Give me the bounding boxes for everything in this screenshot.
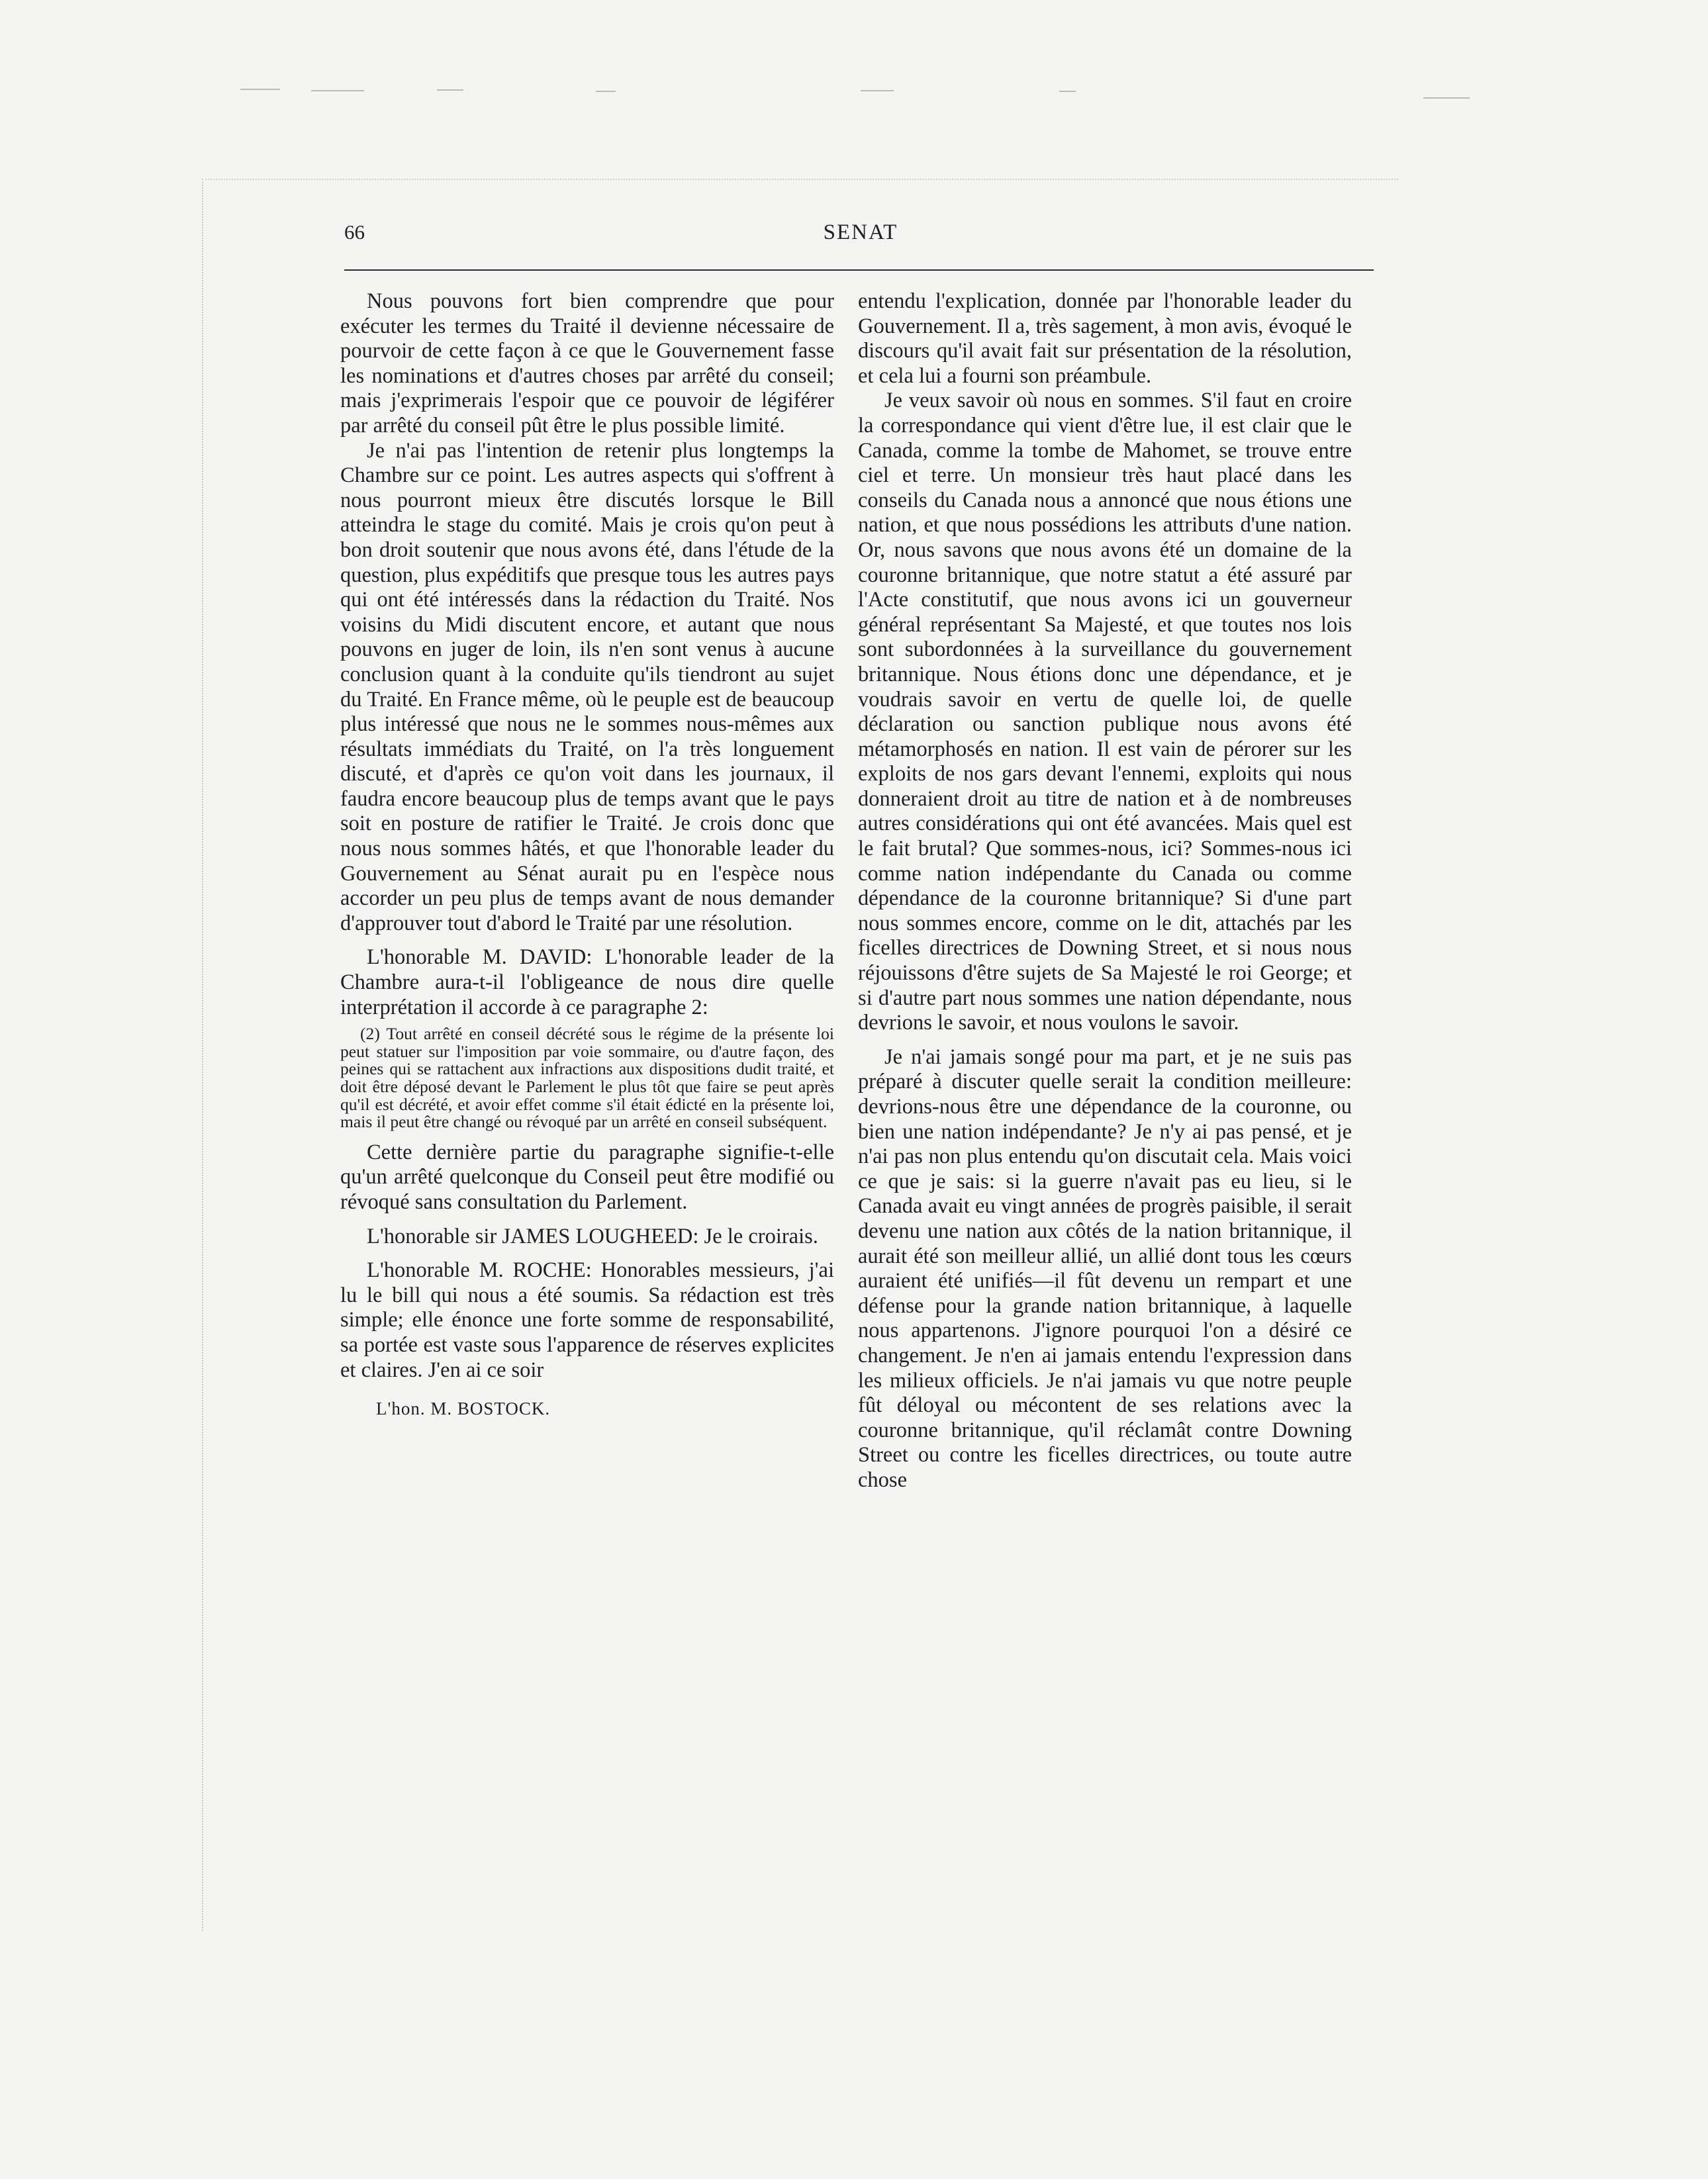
scan-mark [311,90,364,91]
paragraph: L'honorable sir JAMES LOUGHEED: Je le croirais. [367,1224,818,1248]
quoted-paragraph: (2) Tout arrêté en conseil décrété sous le régime de la présente loi peut statuer sur l'imposition par voie sommaire, ou d'autre façon, des peines qui se rattachent aux infractions aux dispositions dudit traité, et doit être déposé devant le Parlement le plus tôt que faire se peut après qu'il est décrété, et avoir effet comme s'il était édicté en la présente loi, mais il peut être changé ou révoqué par un arrêté en conseil subséquent. [340,1024,834,1132]
paragraph: Je n'ai jamais songé pour ma part, et je ne suis pas préparé à discuter quelle serait la condition meilleure: devrions-nous être une dépendance de la couronne, ou bien une nation indépendante? Je n'y ai pas pensé, et je n'ai pas non plus entendu qu'on discutait cela. Mais voici ce que je sais: si la guerre n'avait pas eu lieu, si le Canada avait eu vingt années de progrès paisible, il serait devenu une nation aux côtés de la nation britannique, il aurait été son meilleur allié, un allié dont tous les cœurs auraient été unifiés—il fût devenu un rempart et une défense pour la grande nation britannique, à laquelle nous appartenons. J'ignore pourquoi l'on a désiré ce changement. Je n'en ai jamais entendu l'expression dans les milieux officiels. Je n'ai jamais vu que notre peuple fût déloyal ou mécontent de ses relations avec la couronne britannique, qu'il réclamât contre Downing Street ou contre les ficelles directrices, ou toute autre chose [858,1044,1352,1492]
paragraph: Je veux savoir où nous en sommes. S'il faut en croire la correspondance qui vient d'être lue, il est clair que le Canada, comme la tombe de Mahomet, se trouve entre ciel et terre. Un monsieur très haut placé dans les conseils du Canada nous a annoncé que nous étions une nation, et que nous possédions les attributs d'une nation. Or, nous savons que nous avons été un domaine de la couronne britannique, que notre statut a été assuré par l'Acte constitutif, que nous avons ici un gouverneur général représentant Sa Majesté, et que toutes nos lois sont subordonnées à la surveillance du gouvernement britannique. Nous étions donc une dépendance, et je voudrais savoir en vertu de quelle loi, de quelle déclaration ou sanction publique nous avons été métamorphosés en nation. Il est vain de pérorer sur les exploits de nos gars devant l'ennemi, exploits qui nous donneraient droit au titre de nation et à de nombreuses autres considérations qui ont été avancées. Mais quel est le fait brutal? Que sommes-nous, ici? Sommes-nous ici comme nation indépendante du Canada ou comme dépendance de la couronne britannique? Si d'une part nous sommes encore, comme on le dit, attachés par les ficelles directrices de Downing Street, et si nous nous réjouissons d'être sujets de Sa Majesté le roi George; et si d'autre part nous sommes une nation dépendante, nous devrions le savoir, et nous voulons le savoir. [858,389,1352,1035]
right-column [858,289,1352,1493]
paragraph: Nous pouvons fort bien comprendre que pour exécuter les termes du Traité il devienne nécessaire de pourvoir de cette façon à ce que le Gouvernement fasse les nominations et d'autres choses par arrêté du conseil; mais j'exprimerais l'espoir que ce pouvoir de légiférer par arrêté du conseil pût être le plus possible limité. [340,289,834,438]
scan-mark [1059,91,1076,92]
left-column [340,289,834,1383]
paragraph: Je n'ai pas l'intention de retenir plus longtemps la Chambre sur ce point. Les autres aspects qui s'offrent à nous pourront mieux être discutés lorsque le Bill atteindra le stage du comité. Mais je crois qu'on peut à bon droit soutenir que nous avons été, dans l'étude de la question, plus expéditifs que presque tous les autres pays qui ont été intéressés dans la rédaction du Traité. Nos voisins du Midi discutent encore, et autant que nous pouvons en juger de loin, ils n'en sont venus à aucune conclusion quant à la conduite qu'ils tiendront au sujet du Traité. En France même, où le peuple est de beaucoup plus intéressé que nous ne le sommes nous-mêmes aux résultats immédiats du Traité, on l'a très longuement discuté, et d'après ce qu'on voit dans les journaux, il faudra encore beaucoup plus de temps avant que le pays soit en posture de ratifier le Traité. Je crois donc que nous nous sommes hâtés, et que l'honorable leader du Gouvernement au Sénat aurait pu en l'espèce nous accorder un peu plus de temps avant de nous demander d'approuver tout d'abord le Traité par une résolution. [340,438,834,935]
paragraph: L'honorable M. DAVID: L'honorable leader de la Chambre aura-t-il l'obligeance de nous dire quelle interprétation il accorde à ce paragraphe 2: [340,945,834,1019]
footer-speaker-name: L'hon. M. BOSTOCK. [376,1399,551,1418]
scan-mark [596,91,616,92]
paragraph: L'honorable M. ROCHE: Honorables messieurs, j'ai lu le bill qui nous a été soumis. Sa rédaction est très simple; elle énonce une forte somme de responsabilité, sa portée est vaste sous l'apparence de réserves explicites et claires. J'en ai ce soir [340,1258,834,1382]
page-number: 66 [344,220,365,244]
paragraph: entendu l'explication, donnée par l'honorable leader du Gouvernement. Il a, très sagement, à mon avis, évoqué le discours qu'il avait fait sur présentation de la résolution, et cela lui a fourni son préambule. [858,289,1352,388]
scan-mark [437,89,463,91]
header-rule [344,269,1374,271]
page-header [344,220,1377,250]
paragraph: Cette dernière partie du paragraphe signifie-t-elle qu'un arrêté quelconque du Conseil peut être modifié ou révoqué sans consultation du Parlement. [340,1140,834,1214]
scan-mark [240,89,280,90]
running-head: SENAT [823,220,898,244]
scan-mark [1423,97,1470,99]
scan-mark [861,90,894,91]
